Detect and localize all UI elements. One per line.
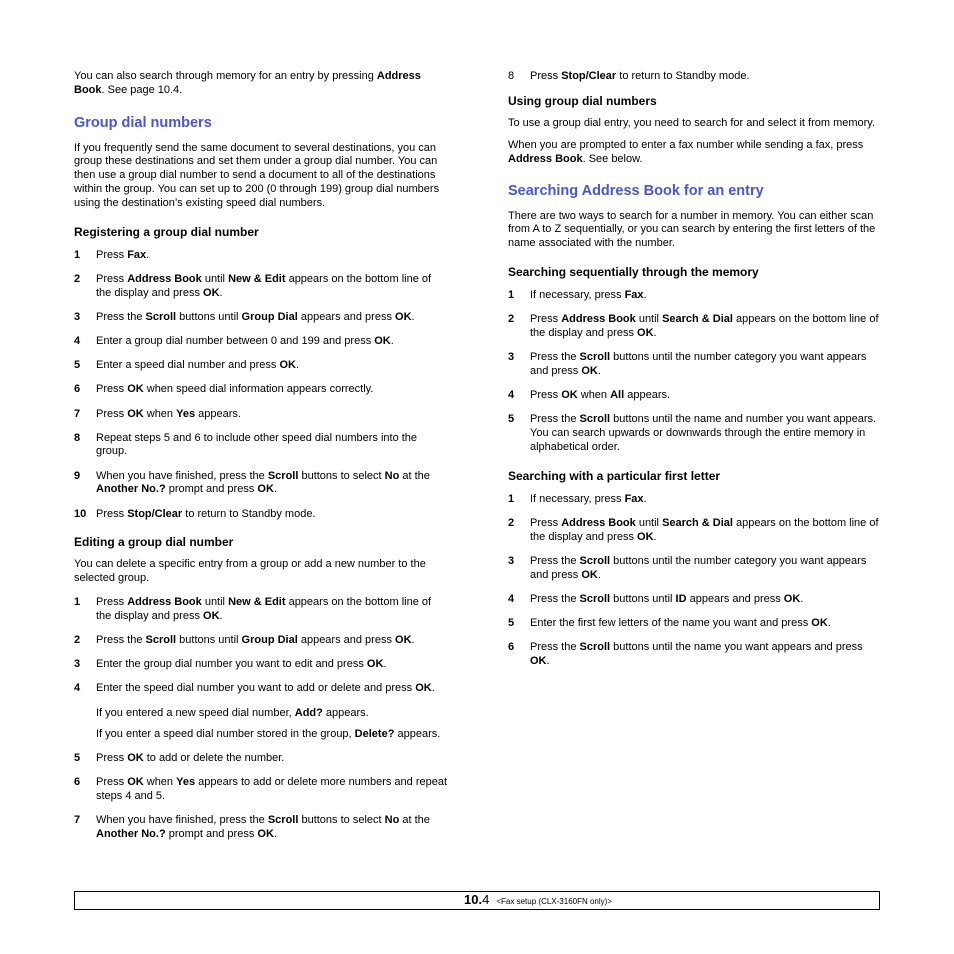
step-number: 6	[74, 383, 81, 396]
step-number: 3	[508, 351, 515, 364]
sequential-steps	[508, 289, 880, 455]
step-number: 5	[508, 617, 515, 630]
step-item	[508, 617, 880, 631]
step-text: Press Address Book until Search & Dial appears on the bottom line of the display and press OK.	[530, 516, 879, 543]
step-text: Repeat steps 5 and 6 to include other speed dial numbers into the group.	[96, 431, 418, 458]
step-text: Press Stop/Clear to return to Standby mode.	[530, 70, 750, 82]
step-text: When you have finished, press the Scroll buttons to select No at the Another No.? prompt and press OK.	[96, 814, 430, 841]
step-number: 4	[508, 389, 515, 402]
step-item	[508, 289, 880, 303]
step-text: Enter a group dial number between 0 and 199 and press OK.	[96, 334, 394, 347]
step-item	[74, 249, 449, 263]
page-major: 10.	[464, 892, 483, 907]
step-number: 1	[74, 596, 81, 609]
step-text: Press Stop/Clear to return to Standby mode.	[96, 507, 316, 520]
step-text: Enter the group dial number you want to edit and press OK.	[96, 658, 387, 671]
step-item	[508, 493, 880, 507]
step-number: 3	[74, 310, 81, 323]
step-item	[74, 408, 449, 422]
step-number: 7	[74, 407, 81, 420]
step-number: 6	[74, 776, 81, 789]
section-heading-group-dial: Group dial numbers	[74, 114, 212, 131]
step-item	[508, 389, 880, 403]
step-number: 10	[74, 507, 87, 520]
step-item	[508, 413, 880, 454]
step-number: 5	[508, 413, 515, 426]
step-text: Enter the first few letters of the name you want and press OK.	[530, 617, 831, 630]
step-text: Press OK when All appears.	[530, 389, 671, 402]
step-item	[74, 634, 449, 648]
step-text: Press Fax.	[96, 248, 150, 261]
subheading-first-letter: Searching with a particular first letter	[508, 468, 721, 483]
subheading-registering: Registering a group dial number	[74, 224, 259, 239]
step-text: Press Address Book until New & Edit appears on the bottom line of the display and press OK.	[96, 272, 432, 299]
using-paragraph-1: To use a group dial entry, you need to search for and select it from memory.	[508, 117, 876, 130]
subheading-sequential: Searching sequentially through the memory	[508, 264, 759, 279]
right-column	[508, 70, 880, 679]
register-steps	[74, 249, 449, 522]
step-number: 4	[74, 334, 81, 347]
step-item	[74, 682, 449, 696]
step-number: 8	[508, 70, 515, 82]
edit-note-delete: If you enter a speed dial number stored in the group, Delete? appears.	[96, 728, 441, 741]
step-number: 5	[74, 359, 81, 372]
subheading-editing: Editing a group dial number	[74, 535, 234, 550]
step-item	[508, 593, 880, 607]
step-text: Press OK when speed dial information appears correctly.	[96, 383, 374, 396]
step-item	[74, 359, 449, 373]
edit-steps-a	[74, 596, 449, 696]
step-text: Press the Scroll buttons until Group Dial appears and press OK.	[96, 310, 415, 323]
step-text: When you have finished, press the Scroll buttons to select No at the Another No.? prompt and press OK.	[96, 469, 430, 496]
group-dial-paragraph: If you frequently send the same document to several destinations, you can group these destinations and set them under a group dial number. You can then use a group dial number to send a document to all of the destinations within the group. You can set up to 200 (0 through 199) group dial numbers using the destination’s existing speed dial numbers.	[74, 141, 440, 209]
left-column	[74, 70, 449, 852]
step-number: 3	[508, 554, 515, 567]
step-item	[74, 383, 449, 397]
step-number: 4	[74, 682, 81, 695]
step-number: 1	[508, 492, 515, 505]
step-text: Press the Scroll buttons until Group Dial appears and press OK.	[96, 634, 415, 647]
step-item	[74, 814, 449, 842]
step-number: 6	[508, 641, 515, 654]
step-text: Press OK when Yes appears.	[96, 407, 241, 420]
step-item	[508, 351, 880, 379]
page-minor: 4	[482, 892, 490, 907]
step-text: Press the Scroll buttons until ID appears and press OK.	[530, 592, 804, 605]
step-number: 7	[74, 814, 81, 827]
step-8-continued	[508, 70, 880, 84]
step-number: 1	[74, 248, 81, 261]
step-text: Press Address Book until Search & Dial appears on the bottom line of the display and press OK.	[530, 313, 879, 339]
search-paragraph: There are two ways to search for a number in memory. You can either scan from A to Z sequentially, or you can search by entering the first letters of the name associated with the number.	[508, 209, 876, 250]
edit-note-add: If you entered a new speed dial number, Add? appears.	[96, 706, 369, 719]
section-heading-search: Searching Address Book for an entry	[508, 182, 764, 199]
step-number: 2	[508, 516, 515, 529]
step-item	[74, 776, 449, 804]
step-item	[74, 658, 449, 672]
edit-paragraph: You can delete a specific entry from a group or add a new number to the selected group.	[74, 558, 426, 585]
step-item	[74, 311, 449, 325]
first-letter-steps	[508, 493, 880, 669]
using-paragraph-2: When you are prompted to enter a fax number while sending a fax, press Address Book. See below.	[508, 138, 864, 165]
step-item	[74, 596, 449, 624]
step-item	[508, 641, 880, 669]
step-number: 9	[74, 469, 81, 482]
step-number: 2	[74, 272, 81, 285]
step-text: Press Address Book until New & Edit appears on the bottom line of the display and press OK.	[96, 596, 432, 622]
step-text: Press OK to add or delete the number.	[96, 752, 285, 765]
step-number: 1	[508, 288, 515, 301]
step-number: 2	[508, 313, 515, 326]
step-number: 8	[74, 431, 81, 444]
step-item	[508, 517, 880, 545]
step-item	[74, 273, 449, 301]
step-text: Press the Scroll buttons until the name you want appears and press OK.	[530, 641, 863, 668]
page-footer	[74, 891, 880, 910]
step-item	[508, 555, 880, 583]
footer-content	[464, 893, 612, 909]
step-item	[74, 432, 449, 460]
subheading-using: Using group dial numbers	[508, 94, 657, 109]
edit-steps-b	[74, 752, 449, 842]
intro-paragraph: You can also search through memory for an entry by pressing Address Book. See page 10.4.	[74, 70, 421, 96]
step-number: 4	[508, 592, 515, 605]
step-text: If necessary, press Fax.	[530, 288, 647, 301]
step-number: 2	[74, 634, 81, 647]
step-number: 5	[74, 752, 81, 765]
step-text: Press the Scroll buttons until the name and number you want appears. You can search upwards or downwards through the entire memory in alphabetical order.	[530, 413, 877, 453]
page-number	[464, 892, 489, 907]
step-item	[74, 335, 449, 349]
step-text: If necessary, press Fax.	[530, 492, 647, 505]
footer-note: <Fax setup (CLX-3160FN only)>	[496, 897, 612, 906]
step-item	[74, 508, 449, 522]
step-text: Press OK when Yes appears to add or delete more numbers and repeat steps 4 and 5.	[96, 776, 448, 803]
step-item	[74, 752, 449, 766]
step-number: 3	[74, 658, 81, 671]
step-text: Press the Scroll buttons until the number category you want appears and press OK.	[530, 554, 867, 581]
step-item	[508, 313, 880, 341]
step-item	[74, 470, 449, 498]
step-text: Enter a speed dial number and press OK.	[96, 359, 300, 372]
step-text: Enter the speed dial number you want to add or delete and press OK.	[96, 682, 435, 695]
step-text: Press the Scroll buttons until the number category you want appears and press OK.	[530, 351, 867, 377]
